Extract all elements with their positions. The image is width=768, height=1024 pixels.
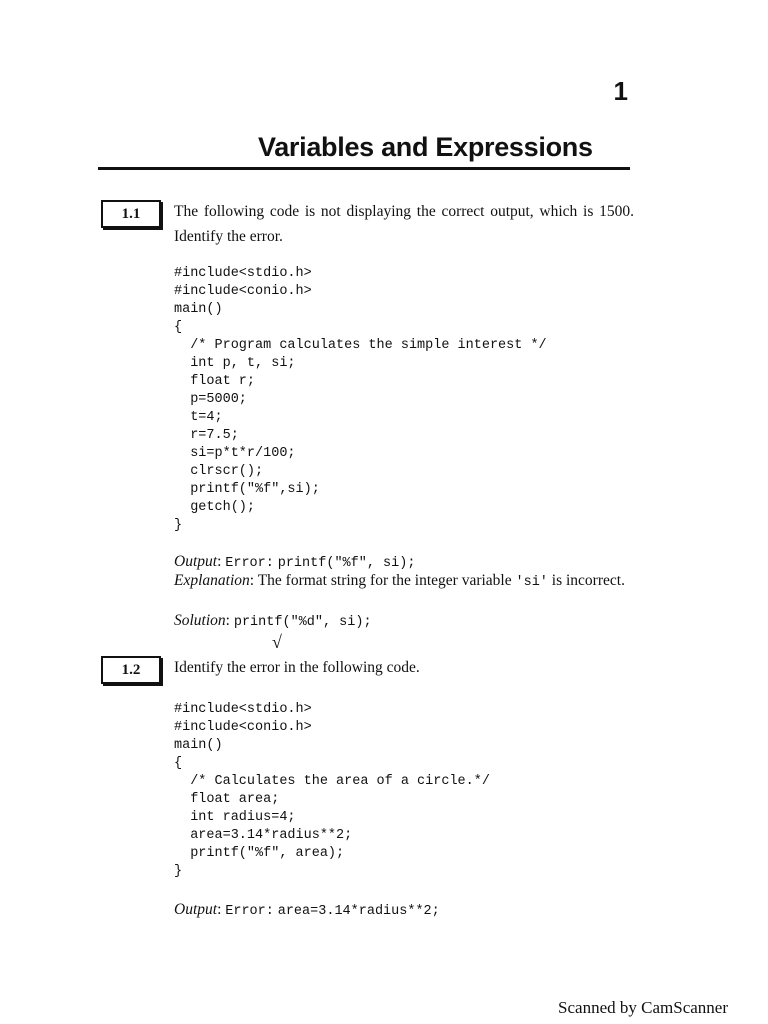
check-mark: √ xyxy=(272,632,282,652)
code-block xyxy=(174,265,547,535)
question-number-box: 1.2 xyxy=(101,656,161,684)
code-line: main() xyxy=(174,738,223,753)
code-line: printf("%f", area); xyxy=(174,846,345,861)
code-line: clrscr(); xyxy=(174,464,264,479)
code-line: float r; xyxy=(174,374,256,389)
code-line: /* Calculates the area of a circle.*/ xyxy=(174,774,490,789)
question-text: Identify the error in the following code. xyxy=(174,659,420,676)
output-prefix: Error: xyxy=(225,556,274,571)
question-number-box: 1.1 xyxy=(101,200,161,228)
code-line: main() xyxy=(174,302,223,317)
solution-code: printf("%d", si); xyxy=(233,615,372,630)
code-line: } xyxy=(174,864,183,879)
chapter-number: 1 xyxy=(613,76,628,106)
code-line: #include<conio.h> xyxy=(174,720,312,735)
code-line: #include<conio.h> xyxy=(174,284,312,299)
code-block xyxy=(174,701,490,881)
code-line: int radius=4; xyxy=(174,810,296,825)
code-line: si=p*t*r/100; xyxy=(174,446,296,461)
explanation-paragraph: Explanation: The format string for the integer variable 'si' is incorrect. xyxy=(174,572,625,590)
code-line: area=3.14*radius**2; xyxy=(174,828,353,843)
explanation-text-end: is incorrect. xyxy=(551,572,625,589)
code-line: { xyxy=(174,320,183,335)
solution-line: Solution: printf("%d", si); xyxy=(174,612,372,630)
code-line: #include<stdio.h> xyxy=(174,266,312,281)
code-line: { xyxy=(174,756,183,771)
code-line: /* Program calculates the simple interest */ xyxy=(174,338,547,353)
output-code: area=3.14*radius**2; xyxy=(277,904,440,919)
code-line: r=7.5; xyxy=(174,428,239,443)
code-line: p=5000; xyxy=(174,392,247,407)
code-line: } xyxy=(174,518,183,533)
solution-label: Solution xyxy=(174,612,226,629)
code-line: t=4; xyxy=(174,410,223,425)
output-label: Output xyxy=(174,553,218,570)
code-line: int p, t, si; xyxy=(174,356,296,371)
scanner-watermark: Scanned by CamScanner xyxy=(558,998,728,1017)
code-line: float area; xyxy=(174,792,280,807)
chapter-title: Variables and Expressions xyxy=(258,132,593,162)
explanation-text: The format string for the integer variable xyxy=(257,572,512,589)
code-line: getch(); xyxy=(174,500,256,515)
explanation-label: Explanation xyxy=(174,572,250,589)
explanation-variable: 'si' xyxy=(515,575,548,590)
title-rule xyxy=(98,167,630,170)
code-line: #include<stdio.h> xyxy=(174,702,312,717)
code-line: printf("%f",si); xyxy=(174,482,320,497)
output-line: Output: Error: printf("%f", si); xyxy=(174,553,416,571)
question-text: The following code is not displaying the correct output, which is 1500. Identify the error. xyxy=(174,203,634,245)
output-prefix: Error: xyxy=(225,904,274,919)
output-label: Output xyxy=(174,901,218,918)
output-line: Output: Error: area=3.14*radius**2; xyxy=(174,901,440,919)
output-code: printf("%f", si); xyxy=(277,556,416,571)
